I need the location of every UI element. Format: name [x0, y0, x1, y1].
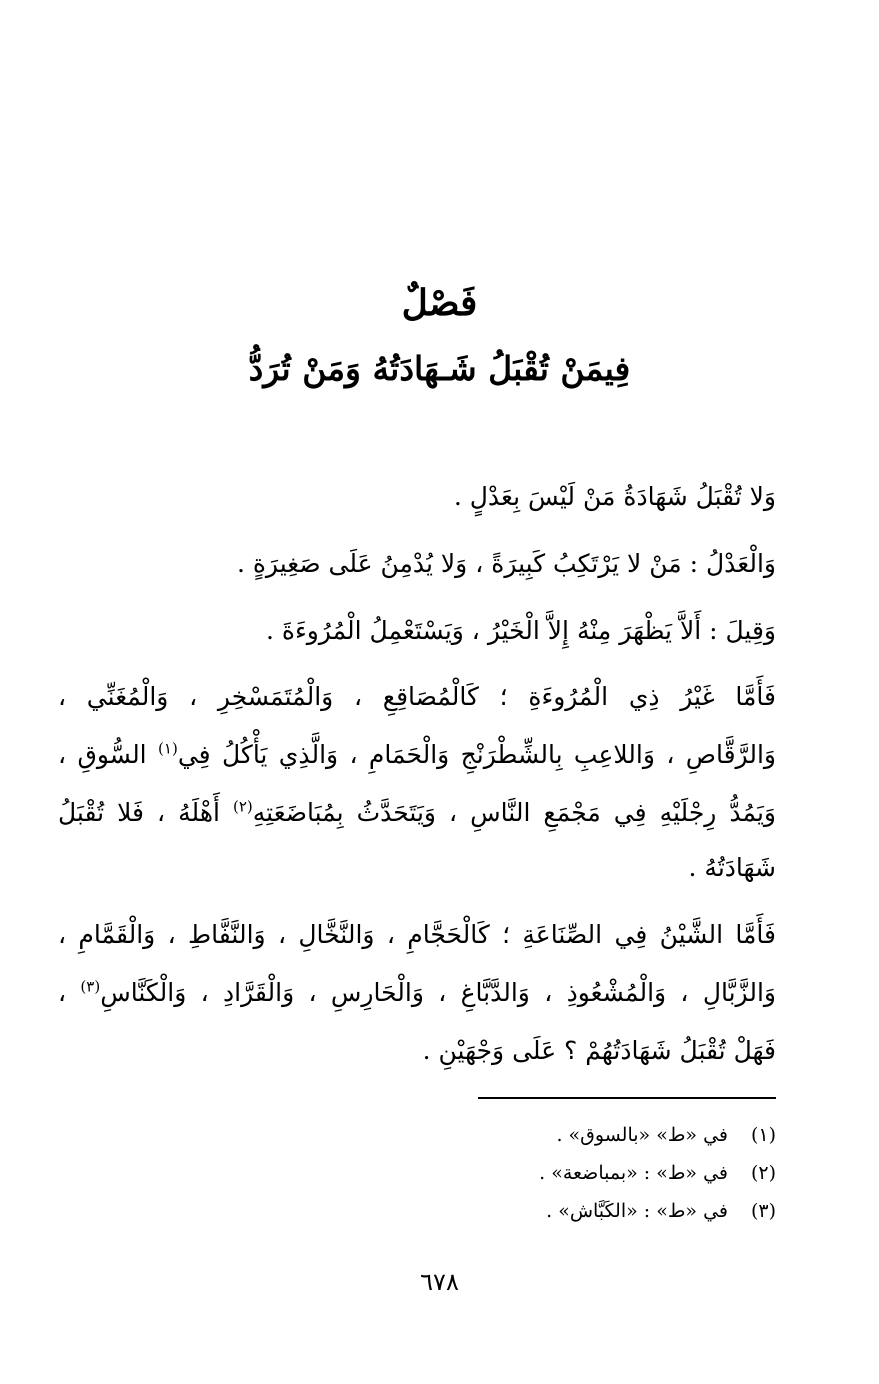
section-title: فَصْلٌ — [401, 282, 478, 324]
paragraph-1: وَلا تُقْبَلُ شَهَادَةُ مَنْ لَيْسَ بِعَدْلٍ . — [453, 482, 776, 511]
footnote-1-text: في «ط» «بالسوق» . — [556, 1124, 728, 1146]
footnote-separator — [478, 1097, 776, 1099]
paragraph-4-line-3 — [58, 798, 776, 827]
footnote-marker-2: (٢) — [233, 797, 253, 816]
footnote-marker-1: (١) — [158, 739, 178, 758]
footnote-2-text: في «ط» : «بمباضعة» . — [539, 1162, 728, 1184]
page-number: ٦٧٨ — [420, 1268, 459, 1296]
footnote-marker-3: (٣) — [80, 977, 101, 996]
paragraph-4-line-2 — [58, 740, 776, 769]
paragraph-4-line-4: شَهَادَتُهُ . — [688, 853, 776, 882]
footnote-2 — [539, 1162, 776, 1184]
section-subtitle: فِيمَنْ تُقْبَلُ شَـهَادَتُهُ وَمَنْ تُرَدُّ — [248, 349, 631, 388]
paragraph-3: وَقِيلَ : أَلاَّ يَظْهَرَ مِنْهُ إِلاَّ الْخَيْرُ ، وَيَسْتَعْمِلُ الْمُرُوءَةَ . — [265, 616, 776, 645]
paragraph-5-line-2-text-b: ، — [58, 978, 67, 1007]
footnote-3 — [546, 1200, 776, 1222]
footnote-1 — [556, 1124, 776, 1146]
paragraph-4-line-2-text-b: السُّوقِ ، — [58, 740, 147, 769]
paragraph-2: وَالْعَدْلُ : مَنْ لا يَرْتَكِبُ كَبِيرَةً ، وَلا يُدْمِنُ عَلَى صَغِيرَةٍ . — [236, 549, 776, 578]
paragraph-4-line-2-text-a: وَالرَّقَّاصِ ، وَاللاعِبِ بِالشِّطْرَنْجِ وَالْحَمَامِ ، وَالَّذِي يَأْكُلُ فِي — [177, 740, 776, 769]
paragraph-5-line-2 — [58, 978, 776, 1007]
paragraph-4-line-3-text-a: وَيَمُدُّ رِجْلَيْهِ فِي مَجْمَعِ النَّاسِ ، وَيَتَحَدَّثُ بِمُبَاضَعَتِهِ — [252, 798, 776, 827]
paragraph-4-line-3-text-b: أَهْلَهُ ، فَلا تُقْبَلُ — [58, 798, 220, 827]
paragraph-5-line-1: فَأَمَّا الشَّيْنُ فِي الصِّنَاعَةِ ؛ كَالْحَجَّامِ ، وَالنَّخَّالِ ، وَالنَّفَّاطِ ، وَالْقَمَّامِ ، — [58, 920, 776, 949]
paragraph-5-line-2-text-a: وَالزَّبَّالِ ، وَالْمُشْعُوذِ ، وَالدَّبَّاغِ ، وَالْحَارِسِ ، وَالْقَرَّادِ ، وَالْكَنَّاسِ — [100, 978, 776, 1007]
footnote-2-number: (٢) — [750, 1162, 776, 1184]
footnote-3-text: في «ط» : «الكَبَّاش» . — [546, 1200, 728, 1222]
paragraph-5-line-3: فَهَلْ تُقْبَلُ شَهَادَتُهُمْ ؟ عَلَى وَجْهَيْنِ . — [422, 1036, 776, 1065]
footnote-3-number: (٣) — [750, 1200, 776, 1222]
footnote-1-number: (١) — [750, 1124, 776, 1146]
paragraph-4-line-1: فَأَمَّا غَيْرُ ذِي الْمُرُوءَةِ ؛ كَالْمُصَاقِعِ ، وَالْمُتَمَسْخِرِ ، وَالْمُغَنِّي ، — [58, 682, 776, 711]
